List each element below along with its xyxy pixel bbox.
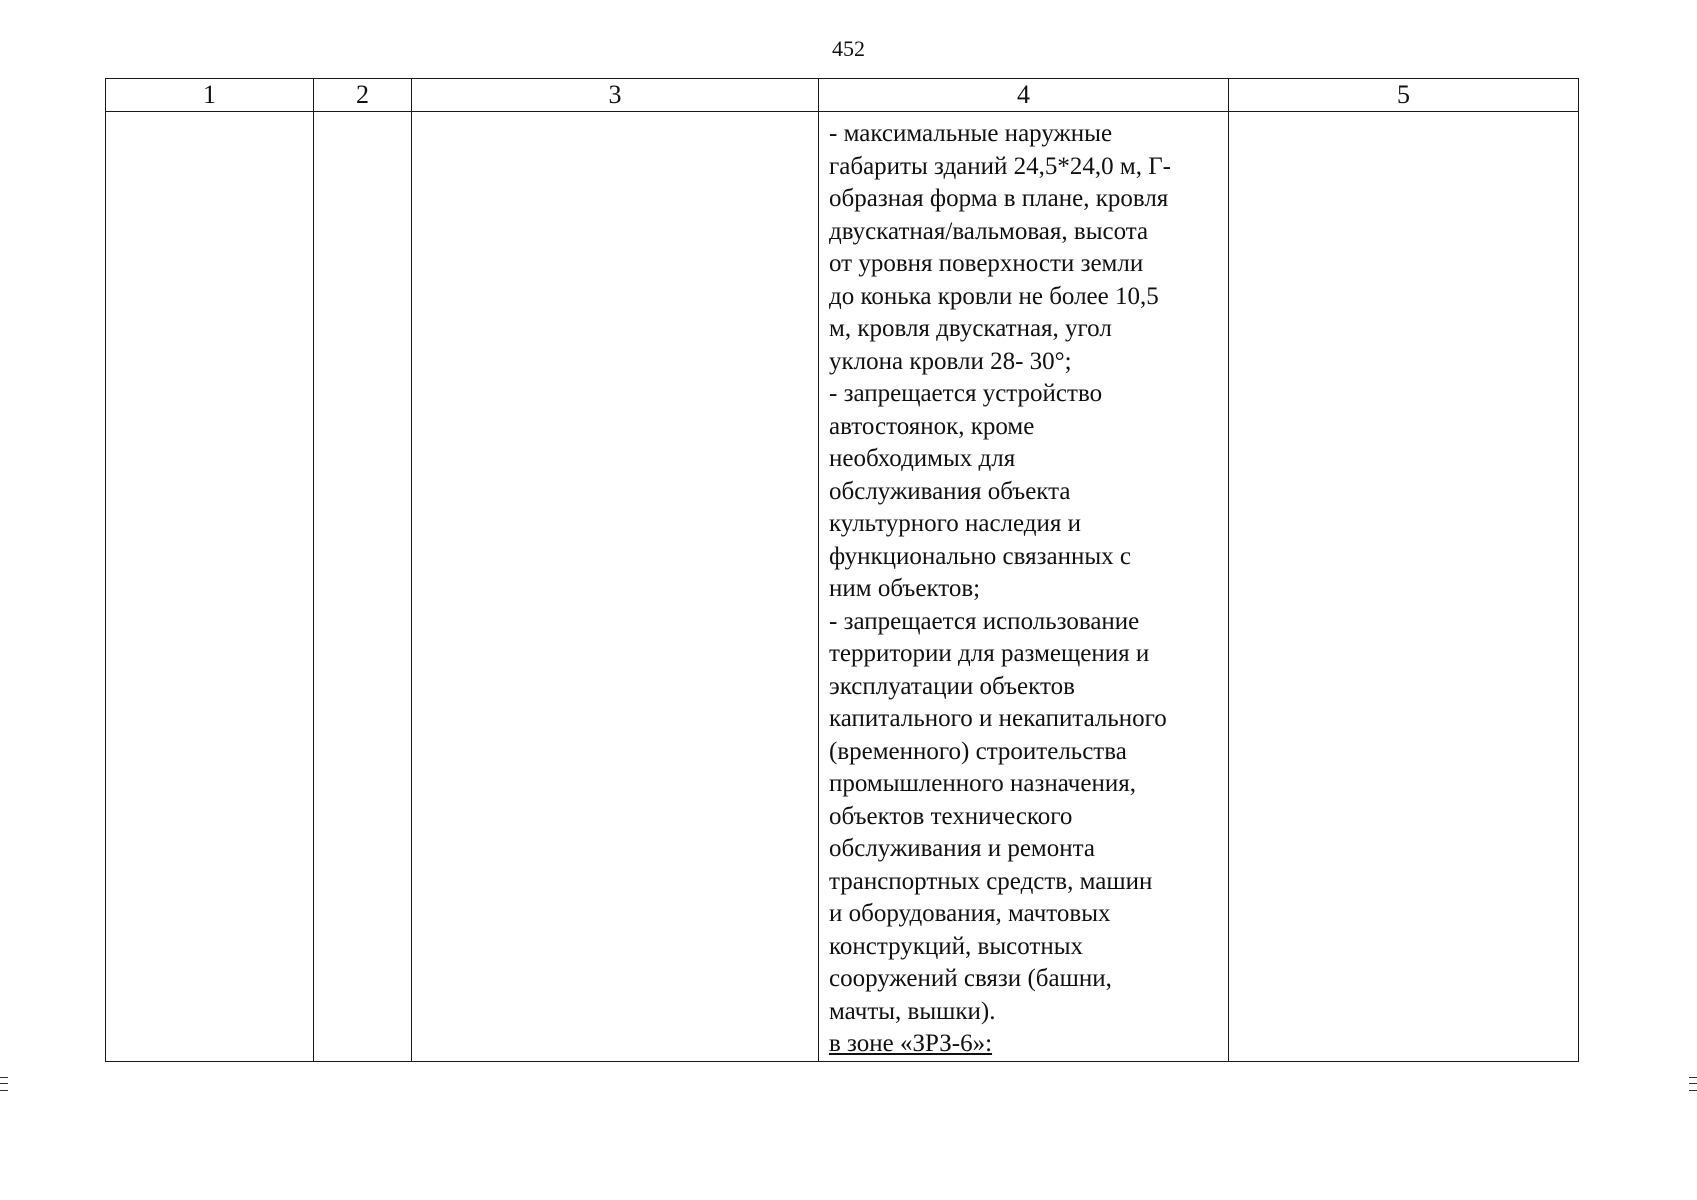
text-line: - запрещается использование: [829, 607, 1140, 635]
cell-column-5: [1229, 112, 1579, 1062]
table-row: [106, 112, 1579, 1062]
text-line: транспортных средств, машин: [829, 867, 1153, 895]
text-line: (временного) строительства: [829, 737, 1127, 765]
text-line: двускатная/вальмовая, высота: [829, 217, 1149, 245]
header-row: [106, 79, 1579, 112]
text-line: габариты зданий 24,5*24,0 м, Г-: [829, 152, 1171, 180]
text-line: объектов технического: [829, 802, 1073, 830]
scan-margin-mark: [0, 1090, 8, 1091]
column-4-text: [819, 112, 1228, 1061]
text-line: культурного наследия и: [829, 510, 1082, 537]
scan-margin-mark: [1689, 1077, 1697, 1078]
text-line: м, кровля двускатная, угол: [829, 315, 1112, 342]
scan-margin-mark: [0, 1083, 8, 1084]
text-line: сооружений связи (башни,: [829, 965, 1112, 992]
scan-margin-mark: [1689, 1090, 1697, 1091]
text-line: до конька кровли не более 10,5: [829, 282, 1159, 310]
text-line: территории для размещения и: [829, 640, 1150, 667]
text-line: от уровня поверхности земли: [829, 250, 1144, 277]
cell-column-2: [314, 112, 412, 1062]
zone-heading: в зоне «ЗРЗ-6»:: [829, 1030, 993, 1057]
text-line: ним объектов;: [829, 575, 981, 602]
scan-margin-mark: [0, 1077, 8, 1078]
text-line: конструкций, высотных: [829, 932, 1084, 960]
column-header-3: 3: [412, 79, 819, 112]
text-line: эксплуатации объектов: [829, 672, 1075, 700]
cell-column-1: [106, 112, 314, 1062]
text-line: и оборудования, мачтовых: [829, 900, 1111, 927]
page-number: 452: [832, 36, 865, 61]
cell-column-3: [412, 112, 819, 1062]
text-line: функционально связанных с: [829, 542, 1132, 570]
text-line: образная форма в плане, кровля: [829, 185, 1169, 212]
text-line: мачты, вышки).: [829, 997, 996, 1025]
column-header-4: 4: [819, 79, 1229, 112]
column-header-2: 2: [314, 79, 412, 112]
text-line: уклона кровли 28- 30°;: [829, 347, 1072, 375]
text-line: необходимых для: [829, 445, 1016, 472]
text-line: автостоянок, кроме: [829, 412, 1035, 440]
cell-column-4: [819, 112, 1229, 1062]
text-line: капитального и некапитального: [829, 705, 1167, 732]
text-line: - максимальные наружные: [829, 120, 1113, 147]
column-header-5: 5: [1229, 79, 1579, 112]
text-line: - запрещается устройство: [829, 380, 1103, 407]
column-header-1: 1: [106, 79, 314, 112]
text-line: промышленного назначения,: [829, 770, 1136, 797]
scan-margin-mark: [1689, 1083, 1697, 1084]
text-line: обслуживания объекта: [829, 477, 1071, 505]
regulations-table: [105, 78, 1579, 1062]
text-line: обслуживания и ремонта: [829, 835, 1095, 862]
